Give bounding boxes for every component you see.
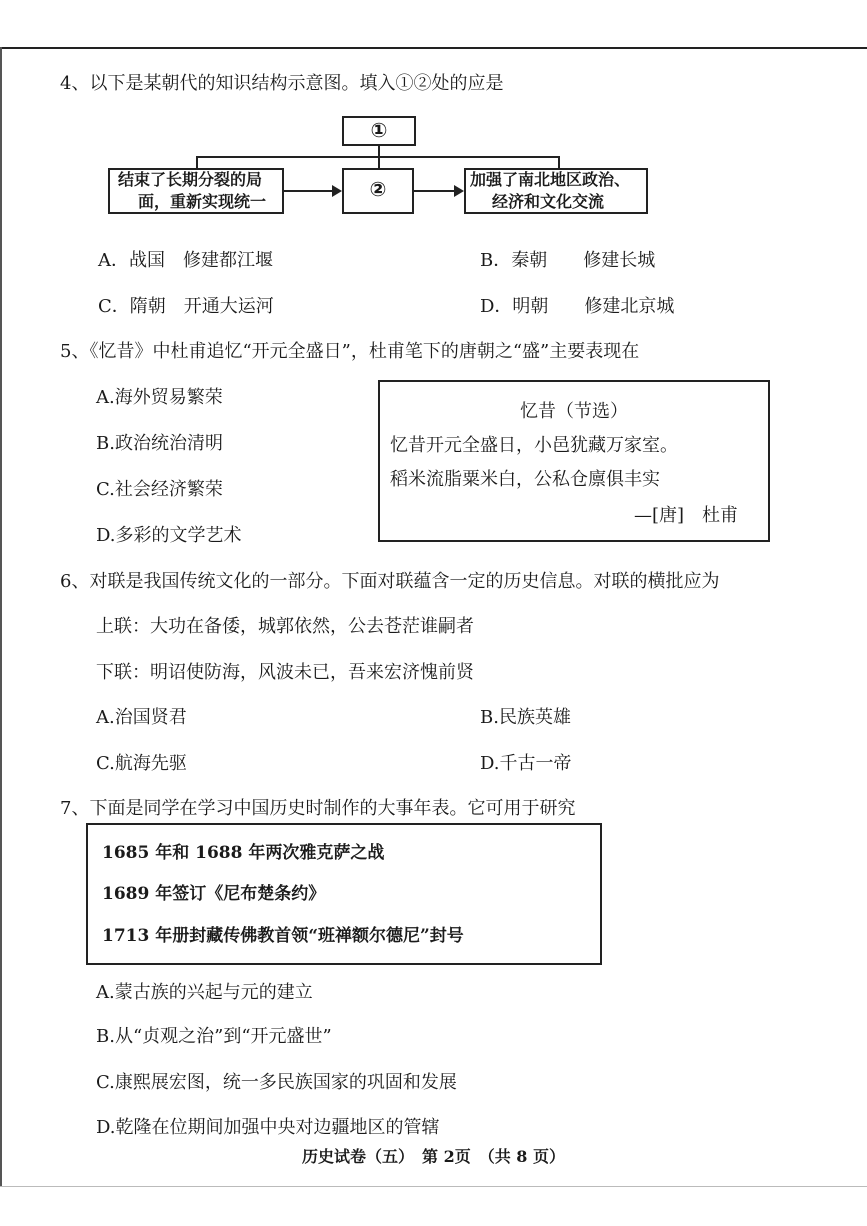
q6-lower-couplet: 下联：明诏使防海，风波未已，吾来宏济愧前贤 [96, 662, 474, 683]
diagram-arrow-left-shaft [284, 190, 332, 192]
poem-line-2: 稻米流脂粟米白，公私仓廪俱丰实 [390, 469, 660, 490]
q6-option-a: A.治国贤君 [96, 707, 187, 728]
diagram-arrow-left-head [332, 185, 342, 197]
page-footer: 历史试卷（五） 第 2页 （共 8 页） [302, 1147, 565, 1166]
poem-title: 忆昔（节选） [520, 401, 628, 422]
page-bottom-border [0, 1186, 867, 1187]
diagram-left-line2: 面，重新实现统一 [138, 192, 267, 211]
q7-option-b: B.从“贞观之治”到“开元盛世” [96, 1026, 332, 1047]
q5-option-a: A.海外贸易繁荣 [96, 387, 223, 408]
diagram-right-line1: 加强了南北地区政治、 [470, 170, 631, 189]
page-top-border [0, 47, 867, 49]
q6-option-b: B.民族英雄 [480, 707, 571, 728]
page-left-border [0, 47, 2, 1187]
q4-option-d: D．明朝 修建北京城 [480, 296, 675, 317]
q4-stem: 4、以下是某朝代的知识结构示意图。填入①②处的应是 [60, 73, 504, 94]
diagram-arrow-right-shaft [414, 190, 454, 192]
q5-option-c: C.社会经济繁荣 [96, 479, 223, 500]
q7-option-a: A.蒙古族的兴起与元的建立 [96, 982, 313, 1003]
q6-upper-couplet: 上联：大功在备倭，城郭依然，公去苍茫谁嗣者 [96, 616, 474, 637]
diagram-right-line2: 经济和文化交流 [492, 192, 605, 211]
q5-stem: 5、《忆昔》中杜甫追忆“开元全盛日”，杜甫笔下的唐朝之“盛”主要表现在 [60, 341, 640, 362]
q7-event-3: 1713 年册封藏传佛教首领“班禅额尔德尼”封号 [102, 926, 464, 946]
poem-author: —[唐] 杜甫 [634, 505, 739, 526]
q4-option-c: C．隋朝 开通大运河 [98, 296, 274, 317]
q6-stem: 6、对联是我国传统文化的一部分。下面对联蕴含一定的历史信息。对联的横批应为 [60, 571, 720, 592]
q5-option-d: D.多彩的文学艺术 [96, 525, 242, 546]
diagram-top-label: ① [370, 118, 388, 142]
poem-line-1: 忆昔开元全盛日，小邑犹藏万家室。 [390, 435, 678, 456]
diagram-left-line1: 结束了长期分裂的局 [118, 170, 263, 189]
q7-event-1: 1685 年和 1688 年两次雅克萨之战 [102, 843, 385, 863]
diagram-middle-label: ② [369, 177, 387, 201]
q5-option-b: B.政治统治清明 [96, 433, 223, 454]
q6-option-d: D.千古一帝 [480, 753, 572, 774]
q4-option-b: B．秦朝 修建长城 [480, 250, 656, 271]
diagram-connector-middle [378, 156, 380, 168]
q7-option-c: C.康熙展宏图，统一多民族国家的巩固和发展 [96, 1072, 457, 1093]
q4-option-a: A．战国 修建都江堰 [98, 250, 273, 271]
diagram-arrow-right-head [454, 185, 464, 197]
q7-event-2: 1689 年签订《尼布楚条约》 [102, 884, 326, 904]
q7-stem: 7、下面是同学在学习中国历史时制作的大事年表。它可用于研究 [60, 798, 576, 819]
q6-option-c: C.航海先驱 [96, 753, 187, 774]
q7-option-d: D.乾隆在位期间加强中央对边疆地区的管辖 [96, 1117, 440, 1138]
